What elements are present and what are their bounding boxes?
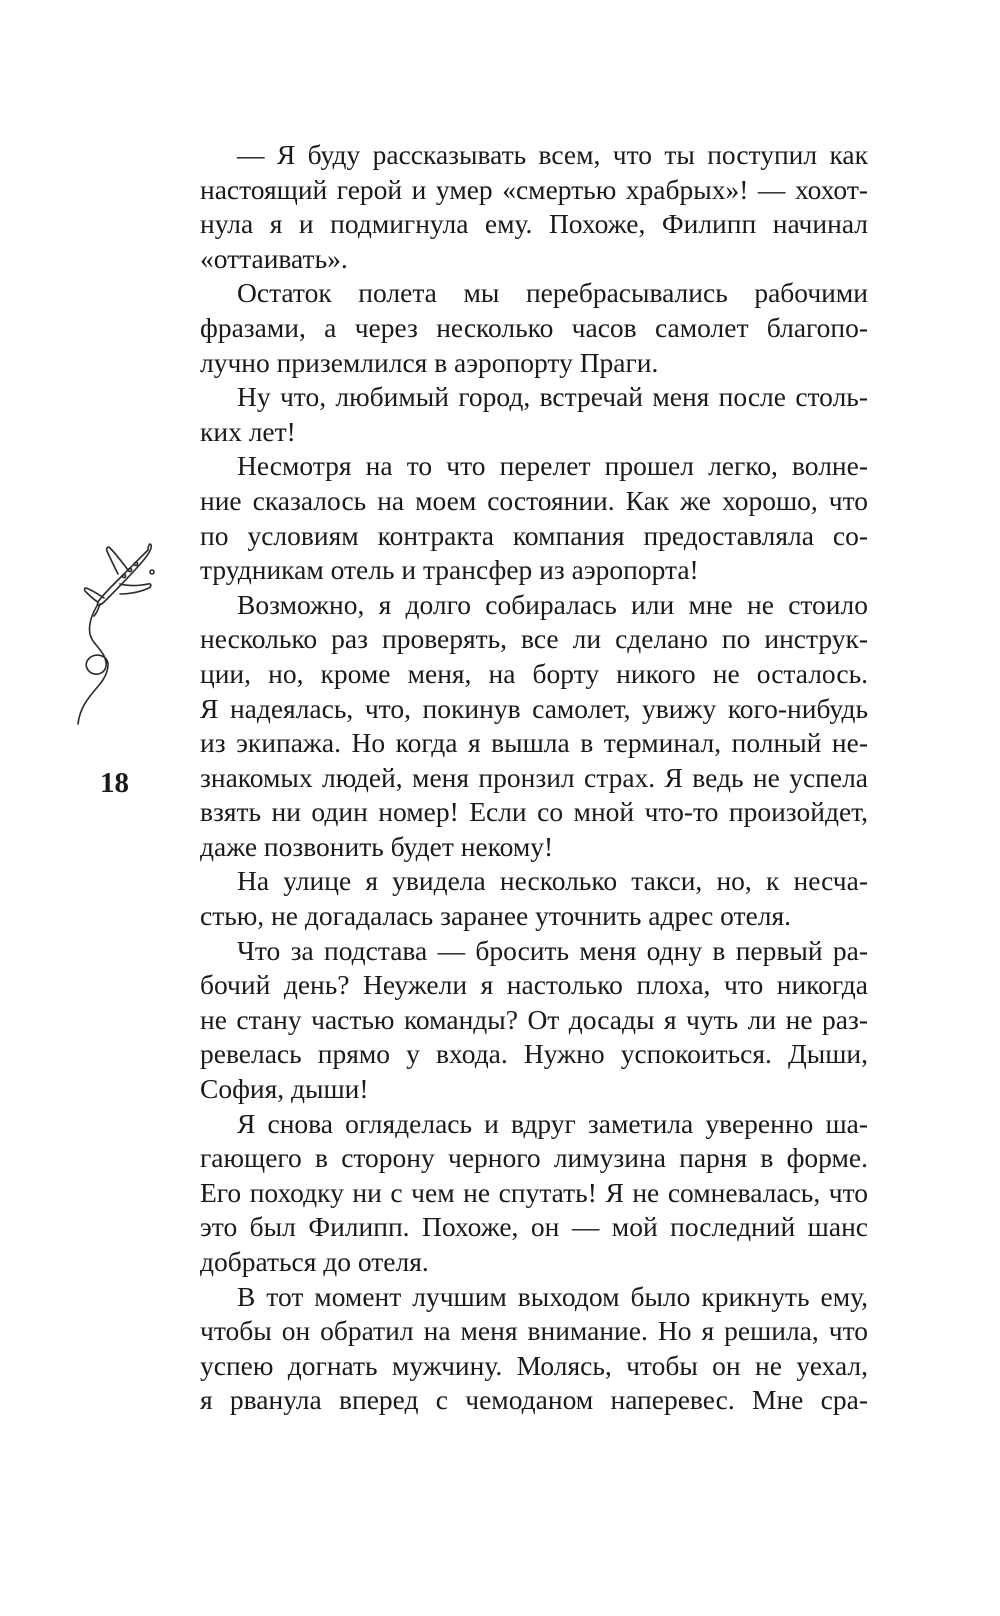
text-line: Я снова огляделась и вдруг заметила уверенно ша- — [237, 1107, 868, 1139]
text-line: даже позвонить будет некому! — [200, 830, 554, 862]
text-line: взять ни один номер! Если со мной что-то произойдет, — [200, 796, 868, 828]
text-line: нула я и подмигнула ему. Похоже, Филипп начинал — [200, 208, 868, 240]
text-line: я рванула вперед с чемоданом наперевес. Мне сра- — [200, 1384, 868, 1416]
text-line: Ну что, любимый город, встречай меня после столь- — [237, 381, 868, 413]
text-line: чтобы он обратил на меня внимание. Но я решила, что — [200, 1315, 868, 1347]
text-line: Остаток полета мы перебрасывались рабочими — [237, 277, 868, 309]
text-line: по условиям контракта компания предоставляла со- — [200, 519, 868, 551]
text-line: ции, но, кроме меня, на борту никого не осталось. — [200, 657, 868, 689]
text-line: ние сказалось на моем состоянии. Как же хорошо, что — [200, 484, 868, 516]
page-number: 18 — [100, 767, 129, 799]
text-line: это был Филипп. Похоже, он — мой последний шанс — [200, 1211, 868, 1243]
text-line: Несмотря на то что перелет прошел легко, волне- — [237, 450, 868, 482]
text-line: не стану частью команды? От досады я чуть ли не раз- — [200, 1003, 868, 1035]
text-line: На улице я увидела несколько такси, но, к несча- — [237, 865, 868, 897]
text-line: гающего в сторону черного лимузина парня в форме. — [200, 1142, 868, 1174]
text-line: Что за подстава — бросить меня одну в первый ра- — [237, 934, 868, 966]
text-line: знакомых людей, меня пронзил страх. Я ведь не успела — [200, 761, 868, 793]
text-line: настоящий герой и умер «смертью храбрых»! — хохот- — [200, 173, 868, 205]
text-line: добраться до отеля. — [200, 1246, 429, 1277]
text-line: «оттаивать». — [200, 242, 348, 274]
text-line: стью, не догадалась заранее уточнить адрес отеля. — [200, 900, 792, 932]
text-line: В тот момент лучшим выходом было крикнуть ему, — [237, 1280, 868, 1312]
airplane-line-art-icon — [70, 528, 180, 728]
text-line: ких лет! — [200, 415, 296, 447]
text-line: бочий день? Неужели я настолько плоха, что никогда — [200, 969, 868, 1001]
text-line: ревелась прямо у входа. Нужно успокоиться. Дыши, — [200, 1038, 868, 1070]
text-line: из экипажа. Но когда я вышла в терминал, полный не- — [200, 727, 868, 759]
text-line: успею догнать мужчину. Молясь, чтобы он не уехал, — [200, 1349, 868, 1381]
text-line: Его походку ни с чем не спутать! Я не сомневалась, что — [200, 1176, 868, 1208]
text-line: Возможно, я долго собиралась или мне не стоило — [237, 588, 868, 620]
text-line: Я надеялась, что, покинув самолет, увижу кого-нибудь — [200, 692, 868, 724]
text-line: — Я буду рассказывать всем, что ты поступил как — [237, 139, 868, 170]
text-line: фразами, а через несколько часов самолет благопо- — [200, 311, 868, 343]
text-line: трудникам отель и трансфер из аэропорта! — [200, 554, 699, 586]
text-line: лучно приземлился в аэропорту Праги. — [200, 346, 659, 378]
text-line: София, дыши! — [200, 1073, 369, 1105]
body-text — [200, 138, 868, 1418]
text-line: несколько раз проверять, все ли сделано по инструк- — [200, 623, 868, 655]
